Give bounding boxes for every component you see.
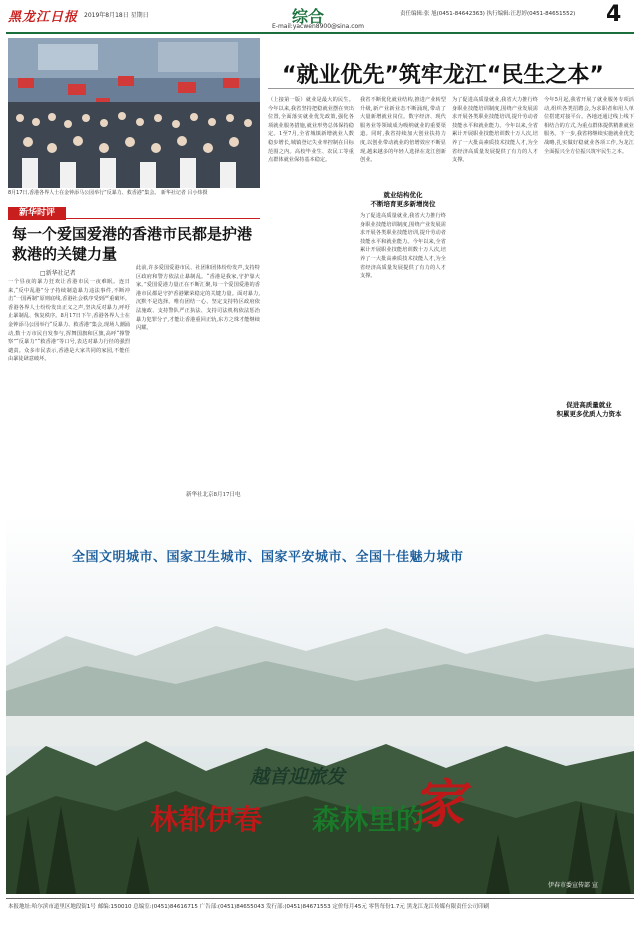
right-article-column-3: 为了促进高质量就业,我省大力推行终身职业技能培训制度,围绕产业发展需求开展各类职业技能培训,提升劳动者技能水平和就业能力。今年以来,全省累计开展职业技能培训数十万人次,培养了一大批高素质技术技能人才,为全省经济高质量发展提供了有力的人才支撑。 — [452, 97, 538, 164]
header-rule — [6, 32, 634, 34]
right-col4-text: 今年5月起,我省开展了就业服务专项活动,组织各类招聘会,为求职者和用人单位搭建对接平台。各地还通过线上线下相结合的方式,为重点群体提供精准就业服务。下一步,我省将继续实施就业优先战略,扎实做好稳就业各项工作,为龙江全面振兴全方位振兴筑牢民生之本。 — [544, 97, 634, 155]
subhead-2: 促进高质量就业 积累更多优质人力资本 — [556, 401, 622, 418]
paper-name: 黑龙江日报 — [8, 10, 79, 25]
rally-photo — [8, 38, 260, 188]
left-article-column-2: 此前,许多爱国爱港市民、社团和团体纷纷发声,支持特区政府和警方依法止暴制乱。“香港是我家,守护靠大家。”爱国爱港力量正在不断汇聚,每一个爱国爱港的香港市民都是守护香港繁荣稳定的关键力量。面对暴力,沉默不是选择。唯有团结一心、坚定支持特区政府依法施政、支持警队严正执法、支持司法机构依法惩治暴力犯罪分子,才能让香港重回正轨,东方之珠才能继续闪耀。 — [136, 265, 260, 332]
left-article-credit: 新华社北京8月17日电 — [186, 492, 241, 498]
banner-script-text: 越首迎旅发 — [250, 766, 346, 788]
issue-date: 2019年8月18日 星期日 — [84, 12, 149, 19]
banner-big-character: 家 — [412, 774, 465, 835]
subhead-1: 就业结构优化 不断培育更多新增岗位 — [370, 191, 436, 208]
footer-info: 本报地址:哈尔滨市道里区地段街1号 邮编:150010 总编室:(0451)84616715 广告部:(0451)84655043 发行部:(0451)84671553 定价每月45元 零售每份1.7元 黑龙江龙江传媒有限责任公司印刷 — [8, 904, 490, 910]
banner-main-text-2: 森林里的 — [312, 803, 425, 836]
page-number: 4 — [606, 2, 622, 27]
tag-rule — [66, 218, 260, 219]
banner-main-text-1: 林都伊春 — [150, 803, 263, 836]
left-article-byline: □新华社记者 — [40, 270, 76, 277]
banner-credit: 伊春市委宣传部 宣 — [548, 882, 598, 889]
right-col2-text-a: 我省不断优化就业结构,推进产业转型升级,新产业新业态不断涌现,带动了大量新增就业岗位。数字经济、现代服务业等领域成为吸纳就业的重要渠道。同时,我省持续加大创业扶持力度,以创业带动就业的倍增效应不断显现,越来越多的年轻人选择在龙江创新创业。 — [360, 97, 446, 164]
commentary-tag: 新华时评 — [8, 207, 66, 220]
footer-rule — [6, 898, 634, 899]
right-col2-text-b: 为了促进高质量就业,我省大力推行终身职业技能培训制度,围绕产业发展需求开展各类职业技能培训,提升劳动者技能水平和就业能力。今年以来,全省累计开展职业技能培训数十万人次,培养了一大批高素质技术技能人才,为全省经济高质量发展提供了有力的人才支撑。 — [360, 213, 446, 280]
section-title: 综合 — [292, 7, 325, 26]
left-article-title: 每一个爱国爱港的香港市民都是护港救港的关键力量 — [12, 225, 253, 263]
banner-slogan: 全国文明城市、国家卫生城市、国家平安城市、全国十佳魅力城市 — [72, 550, 464, 565]
right-title-rule — [268, 88, 634, 89]
section-email: E-mail:yacwen8900@sina.com — [272, 23, 365, 30]
left-article-column-1: 一个昼夜的暴力狂欢让香港市民一夜难眠。连日来,“反中乱港”分子持续制造暴力违法事件,不断冲击“一国两制”原则底线,香港社会秩序受到严重破坏。香港各界人士纷纷发出正义之声,坚决反对暴力,呼吁止暴制乱、恢复秩序。8月17日下午,香港各界人士在金钟添马公园举行“反暴力、救香港”集会,现场人潮涌动,数十万市民自发参与,挥舞国旗和区旗,高呼“撑警察”“反暴力”“救香港”等口号,表达对暴力行径的强烈谴责。众多市民表示,香港是大家共同的家园,不能任由暴徒肆意破坏。 — [8, 279, 130, 363]
right-article-column-4 — [544, 96, 634, 492]
photo-caption: 8月17日,香港各界人士在金钟添马公园举行“反暴力、救香港”集会。 新华社记者 吕小炜摄 — [8, 190, 208, 196]
right-article-column-1: （上接第一版）就业是最大的民生。今年以来,我省坚持把稳就业摆在突出位置,全面落实就业优先政策,强化各项就业服务措施,就业形势总体保持稳定。1至7月,全省城镇新增就业人数稳步增长,城镇登记失业率控制在目标范围之内。高校毕业生、农民工等重点群体就业保持基本稳定。 — [268, 97, 354, 164]
right-article-title: “就业优先”筑牢龙江“民生之本” — [282, 63, 604, 88]
right-article-column-2 — [360, 96, 446, 492]
editor-info: 责任编辑:张 旭(0451-84642363) 执行编辑:汪思婷(0451-84651552) — [400, 11, 576, 17]
